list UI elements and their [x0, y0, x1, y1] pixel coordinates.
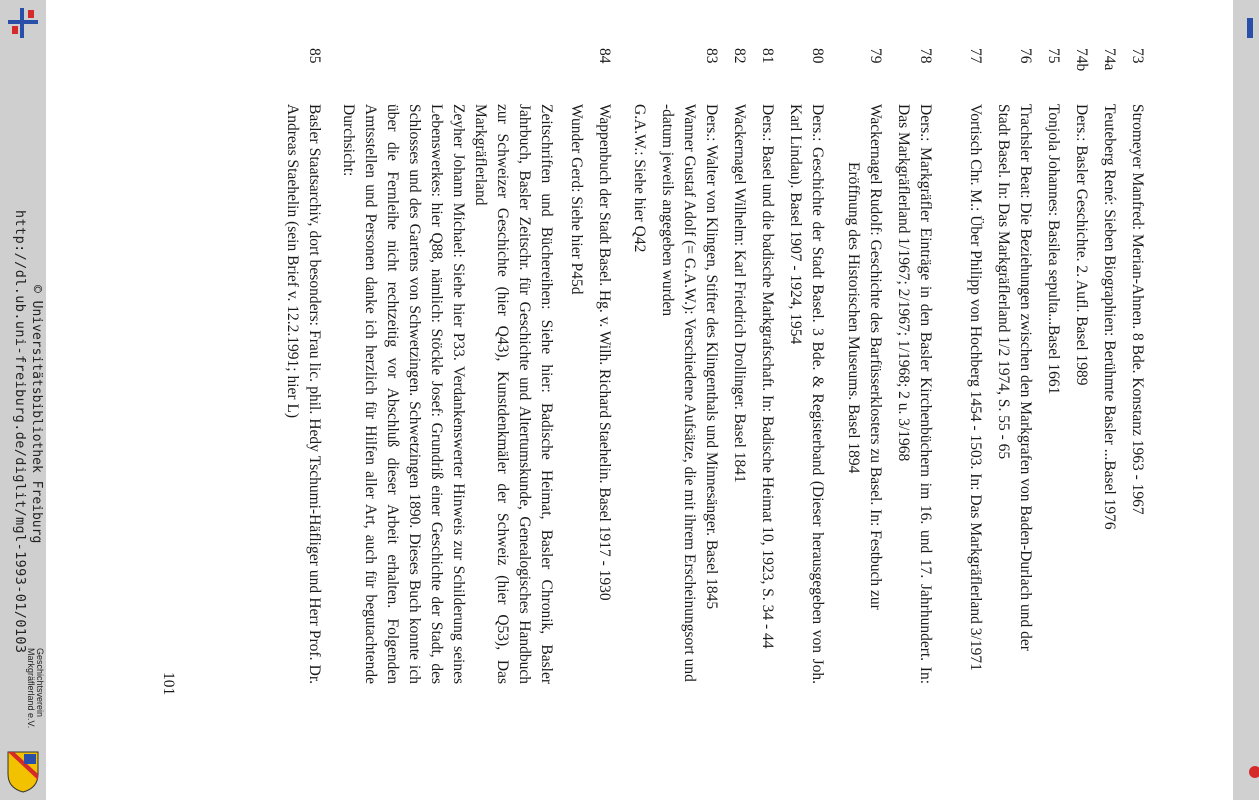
entry-text-continued: Wunder Gerd: Siehe hier P45d	[568, 104, 585, 295]
right-logo-icon	[1247, 18, 1253, 38]
entry-text: Trachsler Beat: Die Beziehungen zwischen den Markgrafen von Baden-Durlach und der Stadt Basel. In: Das Markgräflerland 1/2 1974, S. 55 - 65	[995, 104, 1034, 651]
entry-text: Teuteberg René: Sieben Biographien: Berühmte Basler ...Basel 1976	[1101, 104, 1118, 530]
entry-text-continued: Zeyher Johann Michael: Siehe hier P33. Verdankenswerter Hinweis zur Schilderung seines Lebenswerkes: hier Q88, nämlich: Stöckle Josef: Grundriß einer Geschichte der Stadt, des Schlosses und des Gartens von Schwetzingen. Schwetzingen 1890. Dieses Buch konnte ich über die Fernleihe nicht rechtzeitig vor Abschluß dieser Arbeit erhalten. Folgenden Amtsstellen und Personen danke ich herzlich für Hilfen aller Art, auch für begutachtende Durchsicht:	[340, 104, 467, 684]
entry-text: Wappenbuch der Stadt Basel. Hg. v. Wilh. Richard Staehelin. Basel 1917 - 1930	[596, 104, 613, 601]
entry-number: 74a	[1101, 48, 1118, 71]
entry-number: 77	[967, 48, 984, 64]
society-crest-icon	[6, 750, 40, 794]
entry-number: 84	[596, 48, 613, 64]
entry-text: Ders.: Geschichte der Stadt Basel. 3 Bde. & Registerband (Dieser herausgegeben von Joh. Karl Lindau). Basel 1907 - 1924, 1954	[787, 104, 826, 684]
entry-text: Basler Staatsarchiv, dort besonders: Frau lic. phil. Hedy Tschumi-Häfliger und Herr Prof. Dr. Andreas Staehelin (sein Brief v. 12.2.1991; hier L)	[284, 104, 323, 684]
entry-text: Ders.: Walter von Klingen, Stifter des Klingenthals und Minnesänger. Basel 1845	[703, 104, 720, 610]
scanned-page	[46, 0, 1233, 800]
entry-text: Tonjola Johannes: Basilea sepulta...Basel 1661	[1045, 104, 1062, 395]
copyright-notice: © Universitätsbibliothek Freiburg	[29, 285, 44, 544]
page-number: 101	[160, 672, 177, 696]
entry-text: Wackernagel Rudolf: Geschichte des Barfüsserklosters zu Basel. In: Festbuch zur	[867, 104, 884, 610]
entry-number: 78	[917, 48, 934, 64]
entry-text-continued: G.A.W.: Siehe hier Q42	[631, 104, 648, 253]
rotated-page-content	[46, 0, 1233, 800]
sidebar-rotated-text	[0, 0, 46, 800]
right-sidebar	[1233, 0, 1259, 800]
entry-number: 73	[1129, 48, 1146, 64]
entry-text: Ders.: Markgräfler Einträge in den Basler Kirchenbüchern im 16. und 17. Jahrhundert. In: Das Markgräflerland 1/1967; 2/1967; 1/1968; 2 u. 3/1968	[895, 104, 934, 684]
entry-text-continued: Wanner Gustaf Adolf (= G.A.W.): Verschiedene Aufsätze, die mit ihrem Erscheinungsort und -datum jeweils angegeben wurden	[659, 104, 698, 682]
entry-text: Wackernagel Wilhelm: Karl Friedrich Drollinger. Basel 1841	[731, 104, 748, 483]
right-crest-icon	[1249, 766, 1259, 778]
entry-number: 74b	[1073, 48, 1090, 72]
left-sidebar	[0, 0, 46, 800]
entry-number: 81	[759, 48, 776, 64]
entry-number: 83	[703, 48, 720, 64]
right-edge-strip	[1233, 0, 1259, 800]
society-name: Geschichtsverein Markgräflerland e.V.	[26, 648, 45, 729]
entry-text: Ders.: Basler Geschichte. 2. Aufl. Basel 1989	[1073, 104, 1090, 386]
entry-number: 79	[867, 48, 884, 64]
entry-text: Vortisch Chr. M.: Über Philipp von Hochberg 1454 - 1503. In: Das Markgräflerland 3/1971	[967, 104, 984, 671]
entry-number: 80	[809, 48, 826, 64]
entry-text: Stromeyer Manfred: Merian-Ahnen. 8 Bde. Konstanz 1963 - 1967	[1129, 104, 1146, 515]
entry-text: Ders.: Basel und die badische Markgrafschaft. In: Badische Heimat 10, 1923, S. 34 - 44	[759, 104, 776, 649]
entry-number: 76	[1017, 48, 1034, 64]
entry-number: 75	[1045, 48, 1062, 64]
entry-number: 85	[306, 48, 323, 64]
source-url[interactable]: http://dl.ub.uni-freiburg.de/diglit/mgl-1993-01/0103	[12, 210, 28, 654]
entry-text-continued: Eröffnung des Historischen Museums. Basel 1894	[845, 162, 862, 474]
entry-text-continued: Zeitschriften und Büchereihen: Siehe hier: Badische Heimat, Basler Chronik, Basler Jahrbuch, Basler Zeitschr. für Geschichte und Altertumskunde, Genealogisches Handbuch zur Schweizer Geschichte (hier Q43), Kunstdenkmäler der Schweiz (hier Q53), Das Markgräflerland	[472, 104, 555, 684]
entry-number: 82	[731, 48, 748, 64]
